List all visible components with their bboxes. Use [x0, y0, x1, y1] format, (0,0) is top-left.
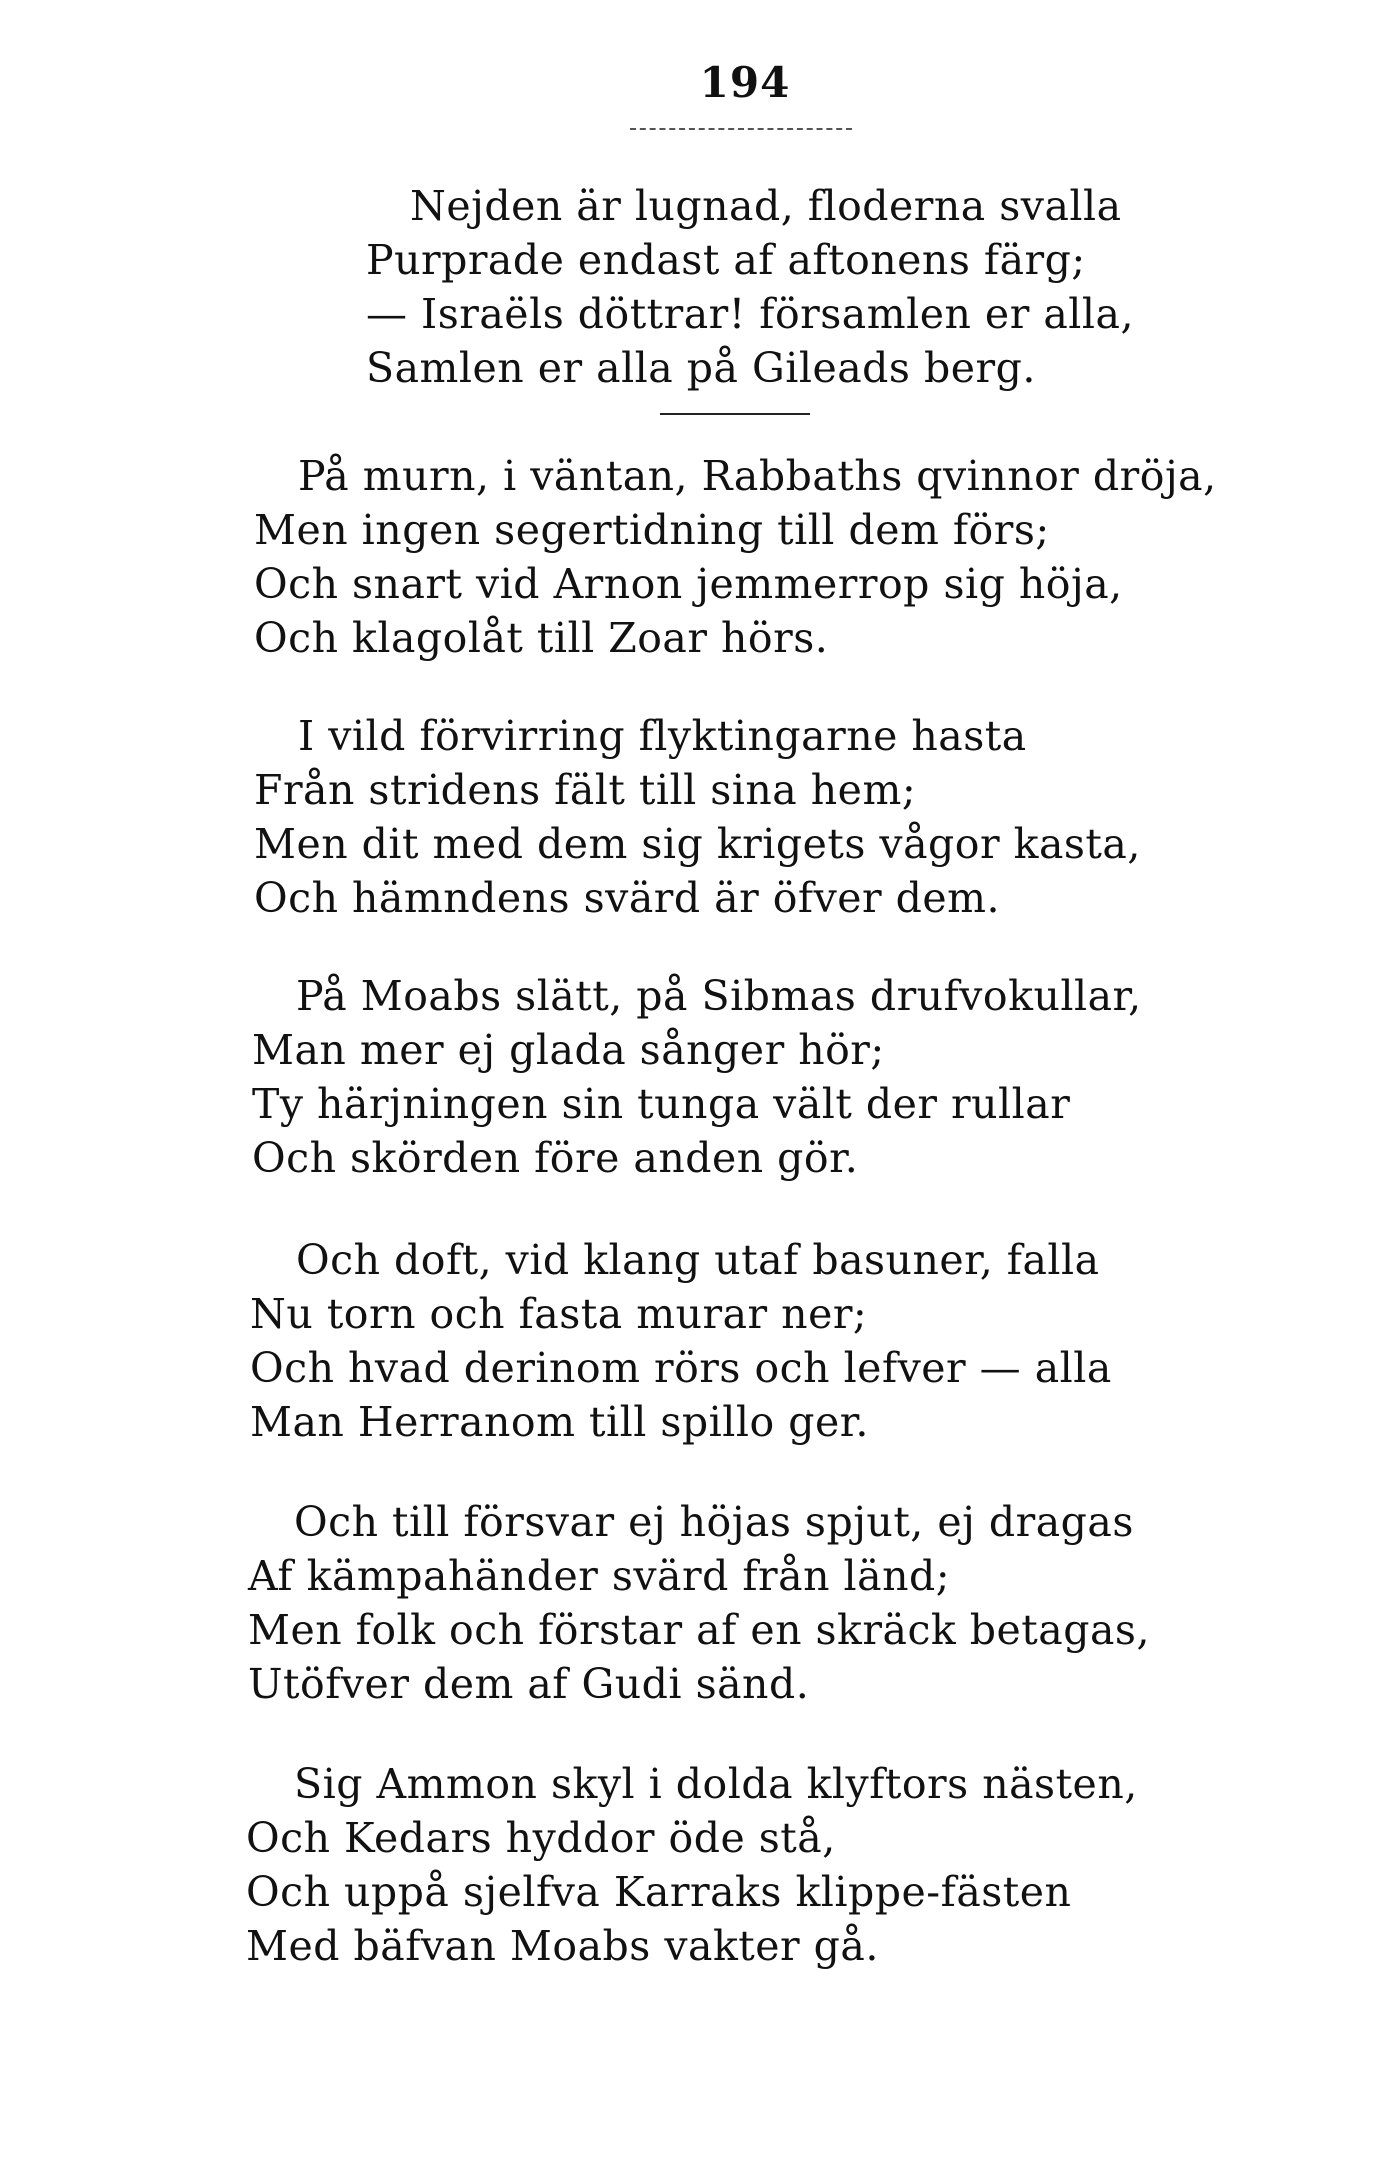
header-rule — [630, 128, 852, 130]
verse-line: Man Herranom till spillo ger. — [250, 1398, 869, 1446]
verse-line: Af kämpahänder svärd från länd; — [248, 1552, 951, 1600]
verse-line: Samlen er alla på Gileads berg. — [366, 344, 1036, 392]
verse-line: Från stridens fält till sina hem; — [254, 766, 917, 814]
verse-line: Och uppå sjelfva Karraks klippe-fästen — [246, 1868, 1072, 1916]
verse-line: Och hämndens svärd är öfver dem. — [254, 874, 1001, 922]
verse-line: Nejden är lugnad, floderna svalla — [410, 182, 1122, 230]
page-number: 194 — [699, 58, 791, 107]
verse-line: Och klagolåt till Zoar hörs. — [254, 614, 829, 662]
verse-line: Och Kedars hyddor öde stå, — [246, 1814, 836, 1862]
verse-line: På murn, i väntan, Rabbaths qvinnor dröja, — [298, 452, 1217, 500]
verse-line: På Moabs slätt, på Sibmas drufvokullar, — [296, 972, 1142, 1020]
verse-line: I vild förvirring flyktingarne hasta — [298, 712, 1027, 760]
verse-line: Med bäfvan Moabs vakter gå. — [246, 1922, 879, 1970]
verse-line: Och till försvar ej höjas spjut, ej dragas — [294, 1498, 1134, 1546]
verse-line: Nu torn och fasta murar ner; — [250, 1290, 868, 1338]
verse-line: Och snart vid Arnon jemmerrop sig höja, — [254, 560, 1123, 608]
verse-line: Men folk och förstar af en skräck betagas, — [248, 1606, 1150, 1654]
stanza-divider — [660, 413, 810, 415]
verse-line: Sig Ammon skyl i dolda klyftors nästen, — [294, 1760, 1138, 1808]
verse-line: Och hvad derinom rörs och lefver — alla — [250, 1344, 1112, 1392]
verse-line: Utöfver dem af Gudi sänd. — [248, 1660, 810, 1708]
verse-line: Och doft, vid klang utaf basuner, falla — [296, 1236, 1100, 1284]
verse-line: Purprade endast af aftonens färg; — [366, 236, 1086, 284]
verse-line: Man mer ej glada sånger hör; — [252, 1026, 885, 1074]
verse-line: Men ingen segertidning till dem förs; — [254, 506, 1050, 554]
verse-line: — Israëls döttrar! församlen er alla, — [366, 290, 1134, 338]
verse-line: Men dit med dem sig krigets vågor kasta, — [254, 820, 1141, 868]
verse-line: Och skörden före anden gör. — [252, 1134, 859, 1182]
verse-line: Ty härjningen sin tunga vält der rullar — [252, 1080, 1071, 1128]
